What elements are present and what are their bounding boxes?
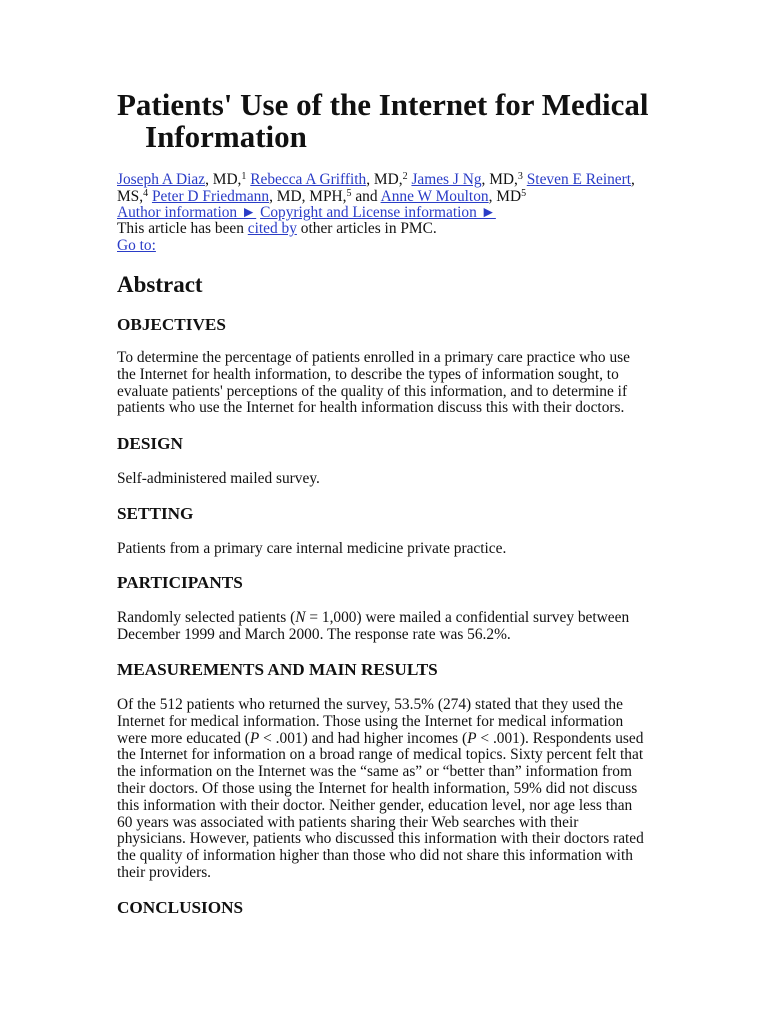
go-to-link[interactable]: Go to: (117, 237, 156, 254)
article-title: Patients' Use of the Internet for Medical Information (117, 87, 649, 154)
text-line: 60 years was associated with patients sharing their Web searches with their (117, 813, 579, 831)
author-list (117, 171, 657, 205)
affiliation-marker: 5 (521, 188, 527, 199)
cited-by-prefix: This article has been (117, 220, 244, 237)
author-link[interactable]: Steven E Reinert (526, 171, 632, 188)
text-segment: = 1,000) were mailed a confidential survey between (305, 609, 630, 626)
text-line: evaluate patients' perceptions of the quality of this information, and to determine if (117, 382, 628, 400)
affiliation-marker: 3 (517, 171, 523, 182)
results-paragraph (117, 697, 677, 882)
sample-size-symbol: N (295, 609, 306, 626)
text-line (117, 610, 677, 627)
author-degrees: , MD, (366, 171, 403, 188)
text-line: To determine the percentage of patients enrolled in a primary care practice who use (117, 349, 630, 366)
abstract-heading: Abstract (117, 272, 203, 297)
author-degrees: , MD (488, 188, 522, 205)
text-line: their doctors. Of those using the Internet for health information, 59% did not discuss (117, 779, 638, 797)
section-heading-participants: PARTICIPANTS (117, 573, 243, 592)
text-segment: Randomly selected patients ( (117, 609, 296, 626)
author-degrees: , MD, (481, 171, 518, 188)
author-link[interactable]: Peter D Friedmann (151, 188, 270, 205)
text-line: this information with their doctor. Neither gender, education level, nor age less than (117, 796, 633, 814)
section-heading-design: DESIGN (117, 434, 183, 453)
design-paragraph (117, 471, 677, 488)
author-link[interactable]: Joseph A Diaz (117, 171, 206, 188)
text-line: the quality of information higher than those who did not share this information with (117, 847, 633, 865)
section-heading-objectives: OBJECTIVES (117, 315, 226, 334)
cited-by-link[interactable]: cited by (247, 220, 297, 237)
text-line: Internet for medical information. Those using the Internet for medical information (117, 712, 624, 730)
p-value-symbol: P (249, 729, 260, 747)
copyright-license-link[interactable]: Copyright and License information ► (260, 204, 496, 221)
author-link[interactable]: James J Ng (411, 171, 482, 188)
author-degrees: , MS, (117, 171, 635, 205)
text-line: physicians. However, patients who discussed this information with their doctors rated (117, 830, 644, 848)
text-line: the Internet for health information, to describe the types of information sought, to (117, 365, 619, 383)
affiliation-marker: 2 (402, 171, 408, 182)
affiliation-marker: 5 (346, 188, 352, 199)
text-line: the information on the Internet was the “same as” or “better than” information from (117, 763, 632, 781)
go-to-nav (117, 238, 156, 255)
objectives-paragraph (117, 350, 677, 417)
text-line: Self-administered mailed survey. (117, 470, 320, 487)
authors-conjunction: and (355, 188, 378, 205)
text-line: Patients from a primary care internal medicine private practice. (117, 540, 507, 557)
text-line: their providers. (117, 863, 212, 881)
author-degrees: , MD, MPH, (269, 188, 347, 205)
p-value-symbol: P (467, 729, 477, 747)
participants-paragraph (117, 610, 677, 644)
setting-paragraph (117, 541, 677, 558)
text-segment: were more educated ( (117, 729, 250, 747)
affiliation-marker: 1 (241, 171, 247, 182)
author-information-link[interactable]: Author information ► (117, 204, 257, 221)
text-segment: < .001). Respondents used (476, 729, 644, 747)
author-degrees: , MD, (205, 171, 242, 188)
affiliation-marker: 4 (143, 188, 149, 199)
text-line: the Internet for information on a broad range of medical topics. Sixty percent felt that (117, 746, 644, 764)
text-line: December 1999 and March 2000. The response rate was 56.2%. (117, 625, 511, 643)
text-line (117, 731, 677, 748)
author-link[interactable]: Anne W Moulton (380, 188, 489, 205)
section-heading-conclusions: CONCLUSIONS (117, 898, 244, 917)
cited-by-suffix: other articles in PMC. (300, 220, 437, 237)
text-segment: < .001) and had higher incomes ( (259, 729, 468, 747)
text-line: patients who use the Internet for health information discuss this with their doctors. (117, 399, 625, 417)
author-link[interactable]: Rebecca A Griffith (250, 171, 367, 188)
section-heading-setting: SETTING (117, 504, 194, 523)
text-line: Of the 512 patients who returned the survey, 53.5% (274) stated that they used the (117, 696, 623, 713)
section-heading-results: MEASUREMENTS AND MAIN RESULTS (117, 660, 438, 679)
cited-by-notice (117, 221, 437, 238)
